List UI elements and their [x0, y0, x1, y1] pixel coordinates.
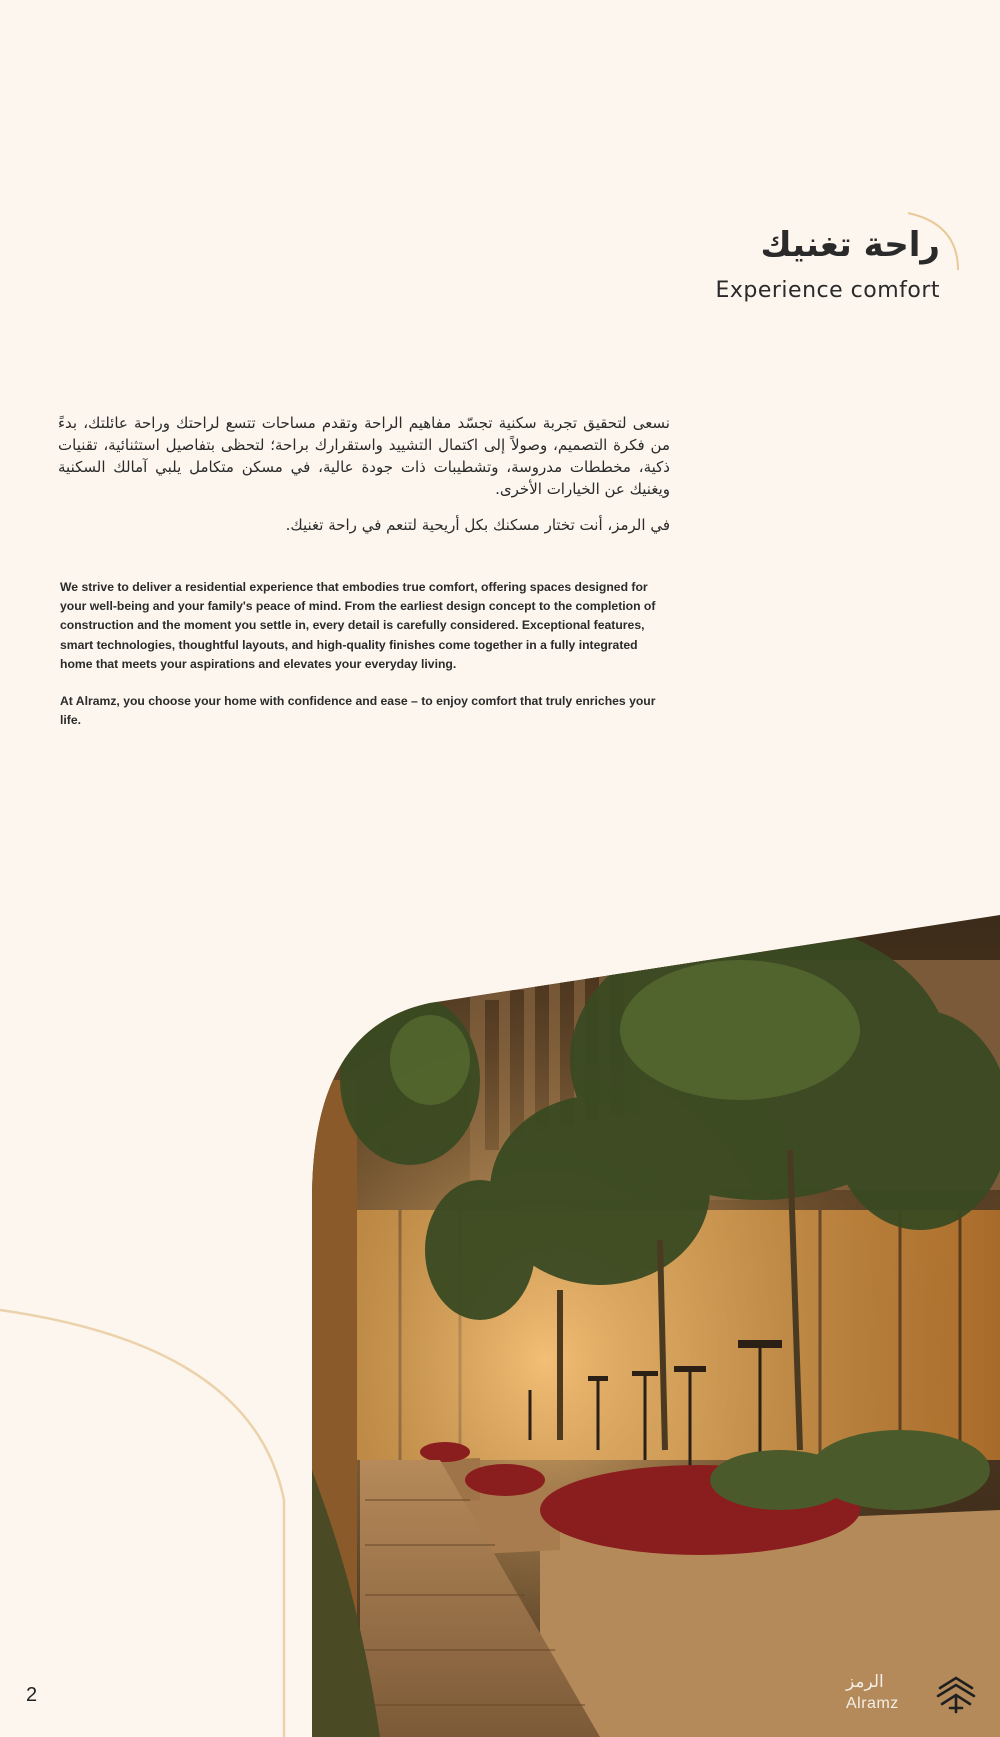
- logo-text-arabic: الرمز: [846, 1672, 884, 1692]
- left-accent-curve: [0, 1310, 284, 1737]
- arabic-paragraph-1: نسعى لتحقيق تجربة سكنية تجسّد مفاهيم الراحة وتقدم مساحات تتسع لراحتك وراحة عائلتك، بدءً من فكرة التصميم، وصولاً إلى اكتمال التشييد واستقرارك براحة؛ لتحظى بتفاصيل استثنائية، تقنيات ذكية، مخططات مدروسة، وتشطيبات ذات جودة عالية، في مسكن متكامل يلبي آمالك السكنية ويغنيك عن الخيارات الأخرى.: [58, 414, 670, 498]
- arabic-body: [58, 412, 670, 536]
- page-title-arabic: راحة تغنيك: [760, 225, 940, 265]
- alramz-logo-icon: [934, 1674, 978, 1714]
- page-title-english: Experience comfort: [715, 278, 940, 303]
- alramz-logo: [846, 1670, 976, 1724]
- logo-text-english: Alramz: [846, 1695, 899, 1712]
- courtyard-photo: [300, 900, 1000, 1737]
- english-paragraph-1: We strive to deliver a residential experience that embodies true comfort, offering spaces designed for your well-being and your family's peace of mind. From the earliest design concept to the completion of construction and the moment you settle in, every detail is carefully considered. Exceptional features, smart technologies, thoughtful layouts, and high-quality finishes come together in a fully integrated home that meets your aspirations and elevates your everyday living.: [60, 580, 656, 671]
- english-paragraph-2: At Alramz, you choose your home with confidence and ease – to enjoy comfort that truly enriches your life.: [60, 694, 656, 728]
- arabic-paragraph-2: في الرمز، أنت تختار مسكنك بكل أريحية لتنعم في راحة تغنيك.: [285, 516, 670, 534]
- english-body: [60, 578, 672, 730]
- page-number: 2: [26, 1684, 38, 1706]
